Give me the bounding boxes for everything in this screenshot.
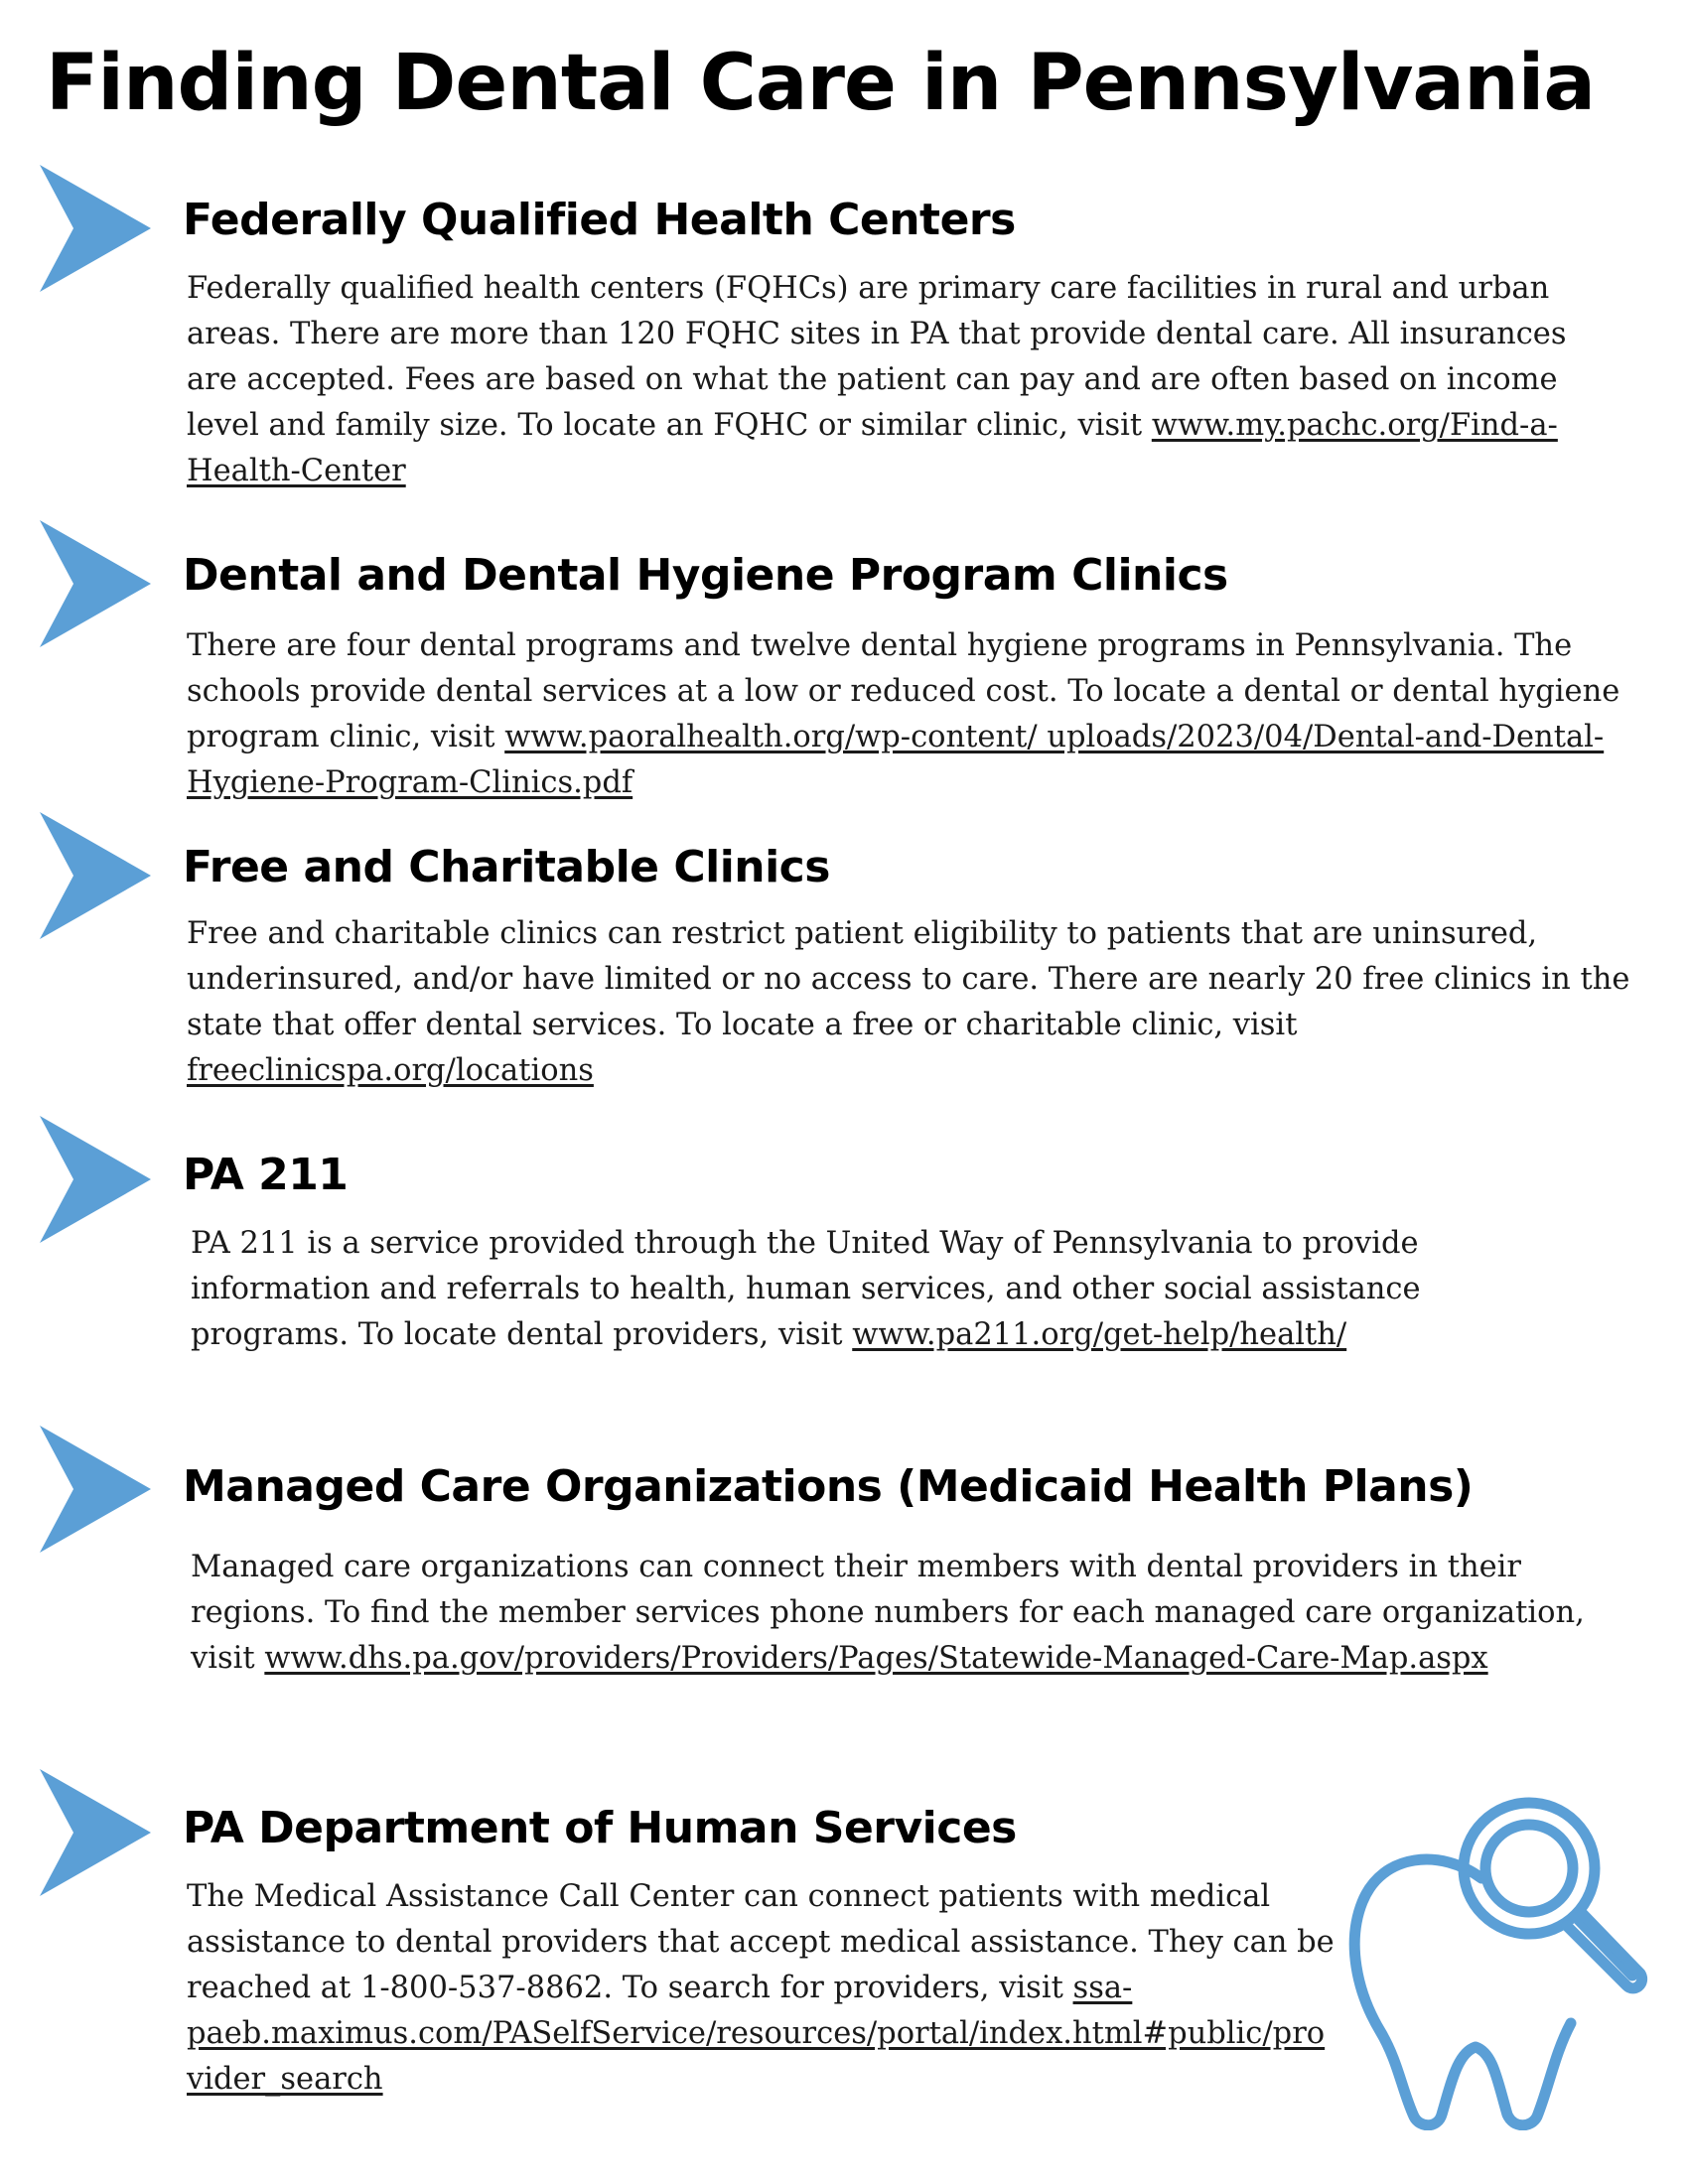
tooth-magnifier-icon: [1342, 1793, 1658, 2130]
section-link[interactable]: www.dhs.pa.gov/providers/Providers/Pages/Statewide-Managed-Care-Map.aspx: [264, 1641, 1488, 1676]
chevron-right-icon: [40, 1426, 151, 1553]
section-text: Free and charitable clinics can restrict patient eligibility to patients that are uninsured, underinsured, and/or have limited or no access to care. There are nearly 20 free clinics in the state that offer dental services. To locate a free or charitable clinic, visit: [187, 916, 1630, 1042]
section-heading: Free and Charitable Clinics: [183, 842, 830, 892]
chevron-right-icon: [40, 1116, 151, 1243]
section-heading: Dental and Dental Hygiene Program Clinics: [183, 550, 1228, 601]
section-text: The Medical Assistance Call Center can connect patients with medical assistance to dental providers that accept medical assistance. They can be reached at 1-800-537-8862. To search for providers, visit: [187, 1879, 1335, 2005]
section-text: Managed care organizations can connect their members with dental providers in their regions. To find the member services phone numbers for each managed care organization, visit: [191, 1550, 1585, 1676]
section-heading: PA 211: [183, 1150, 349, 1200]
chevron-right-icon: [40, 165, 151, 292]
section-text: Federally qualified health centers (FQHCs) are primary care facilities in rural and urban areas. There are more than 120 FQHC sites in PA that provide dental care. All insurances are accepted. Fees are based on what the patient can pay and are often based on income level and family size. To locate an FQHC or similar clinic, visit: [187, 271, 1567, 443]
section-link[interactable]: www.my.pachc.org/Find-a-Health-Center: [187, 408, 1558, 488]
section-body: [191, 1545, 1650, 1682]
section-link[interactable]: www.pa211.org/get-help/health/: [852, 1317, 1347, 1352]
section-body: [187, 266, 1617, 494]
page-title: Finding Dental Care in Pennsylvania: [46, 39, 1595, 128]
section-heading: Federally Qualified Health Centers: [183, 195, 1016, 245]
section-body: [191, 1221, 1501, 1358]
section-link[interactable]: ssa-paeb.maximus.com/PASelfService/resources/portal/index.html#public/provider_search: [187, 1971, 1326, 2097]
chevron-right-icon: [40, 520, 151, 647]
section-body: [187, 623, 1636, 806]
section-body: [187, 911, 1636, 1094]
chevron-right-icon: [40, 1769, 151, 1896]
section-text: There are four dental programs and twelve dental hygiene programs in Pennsylvania. The schools provide dental services at a low or reduced cost. To locate a dental or dental hygiene program clinic, visit: [187, 628, 1620, 754]
section-heading: Managed Care Organizations (Medicaid Health Plans): [183, 1461, 1474, 1512]
chevron-right-icon: [40, 812, 151, 939]
section-body: [187, 1874, 1338, 2103]
section-text: PA 211 is a service provided through the United Way of Pennsylvania to provide information and referrals to health, human services, and other social assistance programs. To locate dental providers, visit: [191, 1226, 1421, 1352]
section-heading: PA Department of Human Services: [183, 1803, 1017, 1853]
section-link[interactable]: freeclinicspa.org/locations: [187, 1053, 594, 1088]
section-link[interactable]: www.paoralhealth.org/wp-content/ uploads/2023/04/Dental-and-Dental-Hygiene-Program-Clinics.pdf: [187, 720, 1605, 800]
